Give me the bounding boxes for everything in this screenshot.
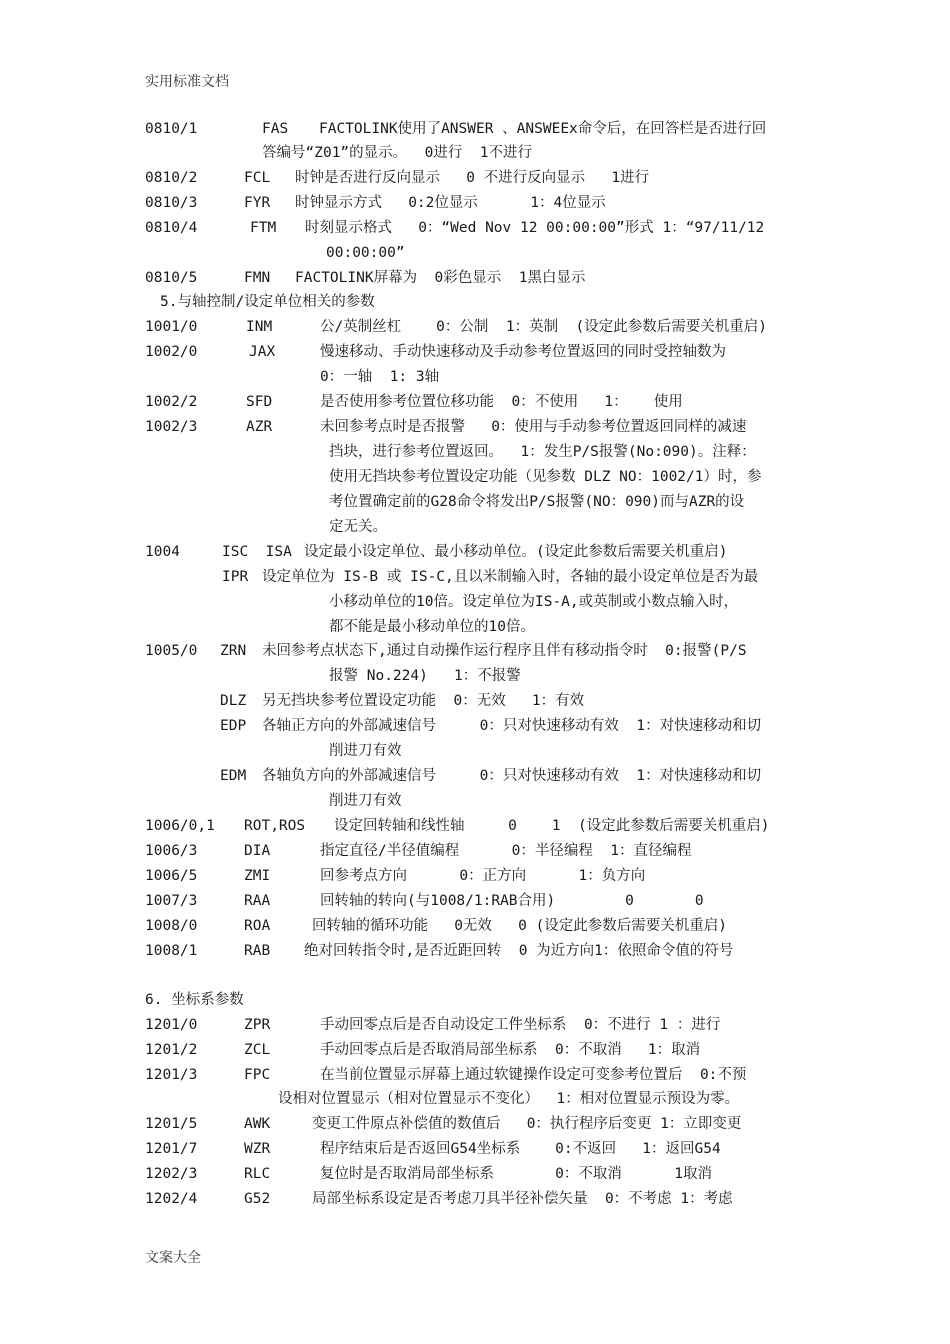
param-desc: 设定单位为 IS-B 或 IS-C,且以米制输入时，各轴的最小设定单位是否为最 xyxy=(262,569,759,585)
param-code: 1201/3 xyxy=(145,1067,198,1083)
param-desc: 设定回转轴和线性轴 0 1 (设定此参数后需要关机重启) xyxy=(334,818,770,834)
param-name: FCL xyxy=(244,170,271,186)
param-name: FMN xyxy=(244,270,271,286)
param-code: 1006/0,1 xyxy=(145,818,215,834)
param-desc-cont: 削进刀有效 xyxy=(329,743,402,759)
param-code: 0810/3 xyxy=(145,195,198,211)
page-footer: 文案大全 xyxy=(145,1250,201,1266)
param-desc: 手动回零点后是否取消局部坐标系 0：不取消 1：取消 xyxy=(320,1042,701,1058)
param-name: IPR xyxy=(222,569,249,585)
param-desc-cont: 0：一轴 1: 3轴 xyxy=(320,369,440,385)
param-desc: 公/英制丝杠 0：公制 1：英制 (设定此参数后需要关机重启) xyxy=(320,319,767,335)
param-desc: 手动回零点后是否自动设定工件坐标系 0：不进行 1 ：进行 xyxy=(320,1017,721,1033)
param-name: INM xyxy=(246,319,273,335)
param-desc: 时钟显示方式 0:2位显示 1：4位显示 xyxy=(295,195,606,211)
param-code: 1002/0 xyxy=(145,344,198,360)
param-desc: 在当前位置显示屏幕上通过软键操作设定可变参考位置后 0:不预 xyxy=(320,1067,747,1083)
param-name: FYR xyxy=(244,195,271,211)
param-name: WZR xyxy=(244,1141,271,1157)
param-desc: 绝对回转指令时,是否近距回转 0 为近方向1：依照命令值的符号 xyxy=(304,943,734,959)
param-desc: 慢速移动、手动快速移动及手动参考位置返回的同时受控轴数为 xyxy=(320,344,726,360)
param-name: ROT,ROS xyxy=(244,818,306,834)
param-desc: 另无挡块参考位置设定功能 0：无效 1：有效 xyxy=(262,693,585,709)
param-code: 1201/7 xyxy=(145,1141,198,1157)
param-name: ISC ISA xyxy=(222,544,292,560)
param-name: DLZ xyxy=(220,693,247,709)
param-desc: 时刻显示格式 0：“Wed Nov 12 00:00:00”形式 1：“97/11/12 xyxy=(305,220,765,236)
param-desc: 各轴负方向的外部减速信号 0：只对快速移动有效 1：对快速移动和切 xyxy=(262,768,762,784)
param-name: AWK xyxy=(244,1116,271,1132)
param-desc: 回参考点方向 0：正方向 1：负方向 xyxy=(320,868,646,884)
param-desc: 指定直径/半径值编程 0：半径编程 1：直径编程 xyxy=(320,843,692,859)
param-code: 1002/3 xyxy=(145,419,198,435)
param-code: 1201/2 xyxy=(145,1042,198,1058)
param-name: DIA xyxy=(244,843,271,859)
param-desc: 各轴正方向的外部减速信号 0：只对快速移动有效 1：对快速移动和切 xyxy=(262,718,762,734)
param-desc: 时钟是否进行反向显示 0 不进行反向显示 1进行 xyxy=(295,170,650,186)
param-desc: 变更工件原点补偿值的数值后 0：执行程序后变更 1：立即变更 xyxy=(312,1116,742,1132)
param-desc-cont: 考位置确定前的G28命令将发出P/S报警(NO：090)而与AZR的设 xyxy=(329,494,745,510)
param-name: ZMI xyxy=(244,868,271,884)
param-desc: 复位时是否取消局部坐标系 0：不取消 1取消 xyxy=(320,1166,712,1182)
param-name: JAX xyxy=(249,344,276,360)
param-code: 1202/4 xyxy=(145,1191,198,1207)
param-name: SFD xyxy=(246,394,273,410)
param-code: 1008/1 xyxy=(145,943,198,959)
param-desc-cont: 削进刀有效 xyxy=(329,793,402,809)
param-name: ZPR xyxy=(244,1017,271,1033)
param-name: RLC xyxy=(244,1166,271,1182)
param-desc-cont: 设相对位置显示（相对位置显示不变化） 1：相对位置显示预设为零。 xyxy=(278,1091,740,1107)
param-code: 0810/2 xyxy=(145,170,198,186)
param-code: 1006/3 xyxy=(145,843,198,859)
param-code: 1008/0 xyxy=(145,918,198,934)
param-desc: 是否使用参考位置位移功能 0：不使用 1： 使用 xyxy=(320,394,683,410)
param-desc: 未回参考点状态下,通过自动操作运行程序且伴有移动指令时 0:报警(P/S xyxy=(262,643,747,659)
param-code: 0810/4 xyxy=(145,220,198,236)
param-desc-cont: 挡块，进行参考位置返回。 1：发生P/S报警(No:090)。注释： xyxy=(329,444,756,460)
param-code: 1202/3 xyxy=(145,1166,198,1182)
param-name: AZR xyxy=(246,419,273,435)
section-heading: 5.与轴控制/设定单位相关的参数 xyxy=(160,294,375,310)
param-code: 1002/2 xyxy=(145,394,198,410)
param-desc: 设定最小设定单位、最小移动单位。(设定此参数后需要关机重启) xyxy=(304,544,728,560)
param-desc: 局部坐标系设定是否考虑刀具半径补偿矢量 0：不考虑 1：考虑 xyxy=(312,1191,733,1207)
param-desc: FACTOLINK屏幕为 0彩色显示 1黑白显示 xyxy=(295,270,586,286)
param-desc-cont: 使用无挡块参考位置设定功能（见参数 DLZ NO：1002/1）时，参 xyxy=(329,469,762,485)
param-desc-cont: 都不能是最小移动单位的10倍。 xyxy=(329,619,535,635)
param-code: 1201/0 xyxy=(145,1017,198,1033)
param-desc: 回转轴的转向(与1008/1:RAB合用) 0 0 xyxy=(320,893,704,909)
param-name: FTM xyxy=(250,220,277,236)
param-desc-cont: 定无关。 xyxy=(329,519,387,535)
param-name: ZCL xyxy=(244,1042,271,1058)
param-desc-cont: 小移动单位的10倍。设定单位为IS-A,或英制或小数点输入时， xyxy=(329,594,739,610)
param-desc: FACTOLINK使用了ANSWER 、ANSWEEx命令后，在回答栏是否进行回 xyxy=(319,121,767,137)
param-code: 1005/0 xyxy=(145,643,198,659)
param-code: 1006/5 xyxy=(145,868,198,884)
param-code: 1201/5 xyxy=(145,1116,198,1132)
param-desc: 未回参考点时是否报警 0：使用与手动参考位置返回同样的减速 xyxy=(320,419,747,435)
param-name: G52 xyxy=(244,1191,271,1207)
page-header: 实用标准文档 xyxy=(145,74,229,90)
param-desc-cont: 答编号“Z01”的显示。 0进行 1不进行 xyxy=(262,145,533,161)
param-code: 1004 xyxy=(145,544,180,560)
param-name: RAB xyxy=(244,943,271,959)
param-name: FPC xyxy=(244,1067,271,1083)
param-code: 0810/5 xyxy=(145,270,198,286)
param-name: EDM xyxy=(220,768,247,784)
param-name: ROA xyxy=(244,918,271,934)
param-name: RAA xyxy=(244,893,271,909)
param-code: 1001/0 xyxy=(145,319,198,335)
param-name: EDP xyxy=(220,718,247,734)
param-code: 0810/1 xyxy=(145,121,198,137)
param-desc: 程序结束后是否返回G54坐标系 0:不返回 1：返回G54 xyxy=(320,1141,721,1157)
param-desc-cont: 00:00:00” xyxy=(326,245,405,261)
param-desc-cont: 报警 No.224) 1：不报警 xyxy=(329,668,521,684)
section-heading: 6. 坐标系参数 xyxy=(145,992,244,1008)
param-code: 1007/3 xyxy=(145,893,198,909)
param-name: FAS xyxy=(262,121,289,137)
param-desc: 回转轴的循环功能 0无效 0 (设定此参数后需要关机重启) xyxy=(312,918,728,934)
param-name: ZRN xyxy=(220,643,247,659)
